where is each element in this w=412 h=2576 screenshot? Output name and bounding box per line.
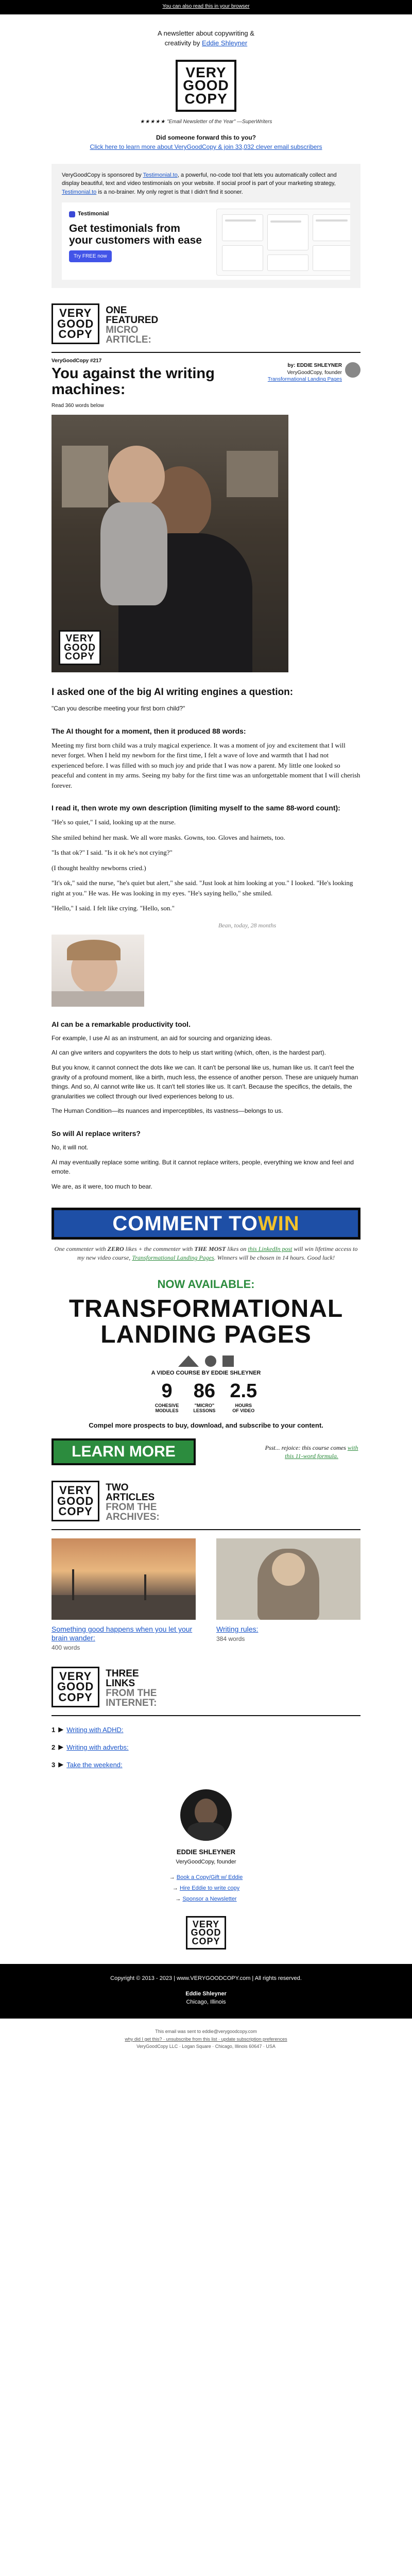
now-available: NOW AVAILABLE: [157, 1277, 255, 1291]
external-link[interactable]: Writing with ADHD: [66, 1725, 124, 1734]
contest-text-part: One commenter with [54, 1245, 108, 1253]
label-line: ARCHIVES: [106, 1512, 160, 1523]
signature-links [52, 1872, 360, 1905]
contest-text [52, 1245, 360, 1262]
logo-word: VERY [65, 633, 94, 645]
divider [52, 1529, 360, 1530]
ad-card [267, 214, 308, 250]
linkedin-post-link[interactable]: this LinkedIn post [248, 1245, 293, 1253]
paragraph: The Human Condition—its nuances and imperceptibles, its vastness—belongs to us. [52, 1107, 283, 1115]
ad-card [222, 214, 263, 241]
content-column [52, 14, 360, 1950]
banner-win-text: WIN [258, 1212, 300, 1235]
sponsor-text-part: is a no-brainer. My only regret is that I didn't find it sooner. [96, 189, 243, 195]
ad-screenshot [216, 209, 350, 276]
legal-footer [0, 2019, 412, 2062]
learn-more-row [52, 1438, 360, 1465]
stat-label-line: HOURS [235, 1402, 252, 1408]
logo-word: COPY [58, 1690, 93, 1704]
signature-link-row [52, 1883, 360, 1894]
arrow-icon: ▶ [58, 1743, 64, 1751]
ad-card [222, 245, 263, 271]
external-link[interactable]: Take the weekend: [66, 1760, 123, 1769]
paragraph: We are, as it were, too much to bear. [52, 1182, 152, 1190]
sponsor-text-part: VeryGoodCopy is sponsored by [62, 172, 143, 178]
heading-ai-answer: The AI thought for a moment, then it produced 88 words: [52, 726, 246, 735]
vgc-logo[interactable] [176, 60, 236, 112]
arrow-icon: → [172, 1885, 178, 1891]
stat-number: 2.5 [230, 1380, 258, 1402]
logo-word: GOOD [183, 77, 229, 94]
sponsor-ad[interactable] [62, 202, 350, 280]
archive-link[interactable]: Something good happens when you let your brain wander: [52, 1625, 193, 1642]
arrow-icon: ▶ [58, 1760, 64, 1769]
byline [268, 358, 360, 398]
contest-text-part: likes + the commenter with [124, 1245, 195, 1253]
byline-course-link[interactable]: Transformational Landing Pages [267, 377, 342, 383]
footer-city: Chicago, Illinois [186, 1999, 226, 2006]
sponsor-newsletter-link[interactable]: Sponsor a Newsletter [182, 1895, 237, 1902]
contest-course-link[interactable]: Transformational Landing Pages [132, 1254, 214, 1262]
legal-line: This email was sent to eddie@verygoodcopy.com [155, 2029, 257, 2035]
logo-word: COPY [58, 1504, 93, 1518]
logo-word: VERY [192, 1919, 220, 1929]
sponsor-box [52, 164, 360, 289]
book-call-link[interactable]: Book a Copy/Gift w/ Eddie [176, 1874, 243, 1881]
logo-word: VERY [59, 1670, 92, 1683]
ad-card [267, 255, 308, 271]
pier-sunset-image[interactable] [52, 1538, 196, 1620]
psst-text: Psst... rejoice: this course [265, 1444, 331, 1451]
course-shapes [52, 1355, 360, 1367]
vgc-logo-badge [59, 630, 101, 665]
section-label [106, 1667, 157, 1708]
ad-card [313, 245, 350, 271]
label-line: ARTICLES [106, 1492, 155, 1503]
signature-role: VeryGoodCopy, founder [176, 1859, 236, 1866]
toddler-photo [52, 935, 144, 1007]
issue-number: VeryGoodCopy #217 [52, 358, 102, 364]
link-number: 2 [52, 1743, 56, 1751]
label-line: LINKS [106, 1678, 135, 1689]
word-count: 400 words [52, 1644, 80, 1652]
arrow-icon: → [169, 1874, 175, 1881]
section-label [106, 1481, 160, 1522]
circle-icon [205, 1355, 216, 1367]
article-header [52, 358, 360, 398]
testimonial-logo-icon [69, 211, 75, 217]
course-promo [52, 1278, 360, 1465]
link-item [52, 1725, 360, 1734]
word-count: 384 words [216, 1635, 245, 1643]
label-line: MICRO [106, 325, 139, 336]
link-number: 3 [52, 1760, 56, 1769]
archive-item [216, 1538, 360, 1651]
logo-word: COPY [58, 327, 93, 341]
label-line: ARTICLE: [106, 334, 151, 346]
triangle-icon [178, 1355, 199, 1367]
header [52, 14, 360, 150]
stat-label [230, 1403, 257, 1414]
photo-logo-badge [59, 630, 101, 665]
label-line: TWO [106, 1482, 129, 1494]
label-line: INTERNET: [106, 1698, 157, 1709]
logo-word: COPY [192, 1936, 220, 1946]
stat-lessons [193, 1381, 215, 1414]
signature [52, 1789, 360, 1950]
square-icon [222, 1355, 234, 1367]
logo-word: VERY [185, 64, 227, 80]
contest-text-part: will win lifetime access to my new video course, [77, 1245, 358, 1262]
stat-label [193, 1403, 215, 1414]
legal-line: VeryGoodCopy LLC · Logan Square · Chicago, Illinois 60647 · USA [136, 2044, 276, 2049]
paragraph: But you know, it cannot connect the dots like we can. It can't be personal like us, human like us. It can't feel the gravity of a profound moment, like a birth, much less, the essence of another person. These are uniquely human things. And so, AI cannot write like us. It can't tell stories like us. It can't. Because the specifics, the details, the granularities we collect through our lived experiences belong to us. [52, 1064, 358, 1100]
newsletter-page [0, 14, 412, 2063]
course-subtitle: Compel more prospects to buy, download, and subscribe to your content. [89, 1421, 323, 1430]
formula-link[interactable]: with this 11-word formula. [285, 1444, 358, 1460]
contest-text-part: . Winners will be chosen in 14 hours. Good luck! [214, 1254, 335, 1262]
ad-card [313, 214, 350, 241]
tagline [52, 29, 360, 48]
archive-link[interactable]: Writing rules: [216, 1625, 259, 1634]
course-stats [52, 1381, 360, 1414]
lamp-post [144, 1574, 146, 1600]
links-section-header [52, 1667, 360, 1708]
wall-frame [227, 451, 278, 497]
stat-label-line: OF VIDEO [232, 1408, 255, 1414]
link-number: 1 [52, 1725, 56, 1734]
course-title-line: LANDING PAGES [100, 1321, 312, 1349]
sponsor-text [62, 171, 350, 197]
contest-text-part: likes on [226, 1245, 248, 1253]
stars-icon: ★★★★★ [140, 118, 166, 125]
logo-word: GOOD [191, 1927, 221, 1938]
photo-caption: Bean, today, 28 months [218, 921, 277, 929]
ad-brand-name: Testimonial [78, 211, 109, 217]
wall-frame [62, 446, 108, 507]
top-bar [0, 0, 412, 14]
ad-title: Get testimonials from your customers with ease [69, 222, 202, 247]
stat-modules [155, 1381, 179, 1414]
child-body [100, 502, 167, 605]
author-avatar [345, 362, 360, 378]
copyright: Copyright © 2013 - 2023 | www.VERYGOODCOPY.com | All rights reserved. [110, 1975, 302, 1982]
stat-label-line: "MICRO" [194, 1402, 215, 1408]
stat-number: 86 [193, 1380, 215, 1402]
byline-role: VeryGoodCopy, founder [287, 369, 342, 376]
award-quote [52, 119, 360, 125]
signature-link-row [52, 1872, 360, 1883]
logo-word: GOOD [57, 317, 94, 330]
child-head [108, 446, 165, 507]
section-label [106, 303, 158, 345]
vgc-logo-small [52, 303, 99, 344]
article-title: You against the writing machines: [52, 365, 215, 398]
logo-word: GOOD [64, 642, 96, 653]
arrow-icon: ▶ [58, 1725, 64, 1734]
paragraph: "Hello," I said. I felt like crying. "Hello, son." [52, 904, 175, 912]
logo-word: COPY [65, 651, 95, 662]
divider [52, 1715, 360, 1716]
unsubscribe-link[interactable]: why did I get this? · unsubscribe from this list · update subscription preferences [125, 2036, 287, 2042]
heading-productivity: AI can be a remarkable productivity tool. [52, 1020, 191, 1028]
avatar-face [195, 1799, 217, 1825]
label-line: FEATURED [106, 315, 159, 326]
logo-word: COPY [184, 91, 228, 107]
archive-list [52, 1538, 360, 1651]
read-in-browser-link[interactable]: You can also read this in your browser [162, 4, 250, 9]
ad-line [270, 221, 301, 223]
stat-label-line: COHESIVE [154, 1402, 179, 1408]
logo-word: GOOD [57, 1680, 94, 1693]
featured-section-header [52, 303, 360, 345]
ad-line [316, 219, 348, 222]
tagline-line-2: creativity by [164, 39, 202, 47]
forward-question: Did someone forward this to you? [156, 133, 256, 141]
external-link[interactable]: Writing with adverbs: [66, 1743, 129, 1751]
heading-asked-ai: I asked one of the big AI writing engines a question: [52, 687, 294, 698]
divider [52, 352, 360, 353]
stat-video [230, 1381, 257, 1414]
link-item [52, 1760, 360, 1769]
psst-note [263, 1444, 360, 1461]
avatar-shirt [187, 1822, 225, 1841]
label-line: THREE [106, 1668, 139, 1680]
vgc-logo-small [52, 1667, 99, 1707]
paragraph: (I thought healthy newborns cried.) [52, 863, 146, 872]
learn-more-button[interactable]: LEARN MORE [52, 1438, 196, 1465]
face-shape [272, 1553, 305, 1586]
lamp-post [72, 1569, 74, 1600]
paragraph: She smiled behind her mask. We all wore masks. Gowns, too. Gloves and hairnets, too. [52, 833, 285, 841]
archives-section-header [52, 1481, 360, 1522]
paragraph: For example, I use AI as an instrument, an aid for sourcing and organizing ideas. [52, 1034, 272, 1042]
paragraph: AI may eventually replace some writing. But it cannot replace writers, people, everything we know and feel and emote. [52, 1158, 354, 1176]
signature-link-row [52, 1894, 360, 1905]
vgc-logo-small [52, 1481, 99, 1521]
heading-my-answer: I read it, then wrote my own description (limiting myself to the same 88-word count): [52, 804, 340, 812]
stat-label-line: LESSONS [193, 1408, 216, 1414]
author-link[interactable]: Eddie Shleyner [202, 39, 248, 47]
sponsor-link-2[interactable]: Testimonial.to [62, 189, 97, 195]
sponsor-text-part: , a powerful, no-code tool that lets you automatically collect and display beautiful, text and video testimonials on your website. If social proof is part of your marketing strategy, [62, 172, 337, 187]
ad-line [225, 219, 256, 222]
subscribe-link[interactable]: Click here to learn more about VeryGoodCopy & join 33,032 clever email subscribers [90, 143, 322, 150]
paragraph: "He's so quiet," I said, looking up at the nurse. [52, 818, 176, 826]
arrow-icon: → [175, 1895, 181, 1902]
label-line: ONE [106, 305, 127, 316]
external-links [52, 1725, 360, 1769]
logo-word: GOOD [57, 1494, 94, 1507]
vgc-logo-footer[interactable] [186, 1916, 226, 1950]
question-text: "Can you describe meeting your first born child?" [52, 705, 185, 713]
heading-replace: So will AI replace writers? [52, 1129, 141, 1138]
link-item [52, 1743, 360, 1751]
toddler-hair [67, 940, 121, 960]
archive-item [52, 1538, 196, 1651]
paragraph: "It's ok," said the nurse, "he's quiet but alert," she said. "Just look at him looking at you." I looked. "He's looking right at you." He was. He was looking in my eyes. "He's saying hello," she smiled. [52, 879, 353, 897]
signature-name: EDDIE SHLEYNER [176, 1848, 236, 1856]
footer [0, 1964, 412, 2019]
toddler-shirt [52, 991, 144, 1007]
paragraph: "Is that ok?" I said. "Is it ok he's not crying?" [52, 849, 173, 857]
course-author: A VIDEO COURSE BY EDDIE SHLEYNER [151, 1369, 261, 1376]
father-son-photo [52, 415, 288, 672]
stat-label-line: MODULES [155, 1408, 179, 1414]
ai-answer-text: Meeting my first born child was a truly magical experience. It was a moment of joy and excitement that I will never forget. When I held my newborn for the first time, I felt a wave of love and warmth that I had not experienced before. I was filled with so much joy and pride that I was now a parent. My little one looked so peaceful and content in my arms. Seeing my baby for the first time was an unforgettable moment that I will cherish forever. [52, 741, 360, 789]
psst-text: comes [330, 1444, 346, 1451]
my-answer [52, 817, 360, 913]
eddie-avatar [180, 1789, 232, 1841]
paragraph: AI can give writers and copywriters the dots to help us start writing (which, often, is the hardest part). [52, 1049, 326, 1057]
comment-to-win-banner[interactable] [52, 1208, 360, 1240]
hire-link[interactable]: Hire Eddie to write copy [179, 1885, 240, 1891]
read-time: Read 360 words below [52, 403, 104, 409]
sponsor-link[interactable]: Testimonial.to [143, 172, 178, 178]
byline-name: by: EDDIE SHLEYNER [287, 363, 342, 369]
contest-most: THE MOST [194, 1245, 226, 1253]
contest-zero: ZERO [107, 1245, 124, 1253]
label-line: FROM THE [106, 1502, 157, 1513]
paragraph: No, it will not. [52, 1144, 89, 1151]
ad-brand [69, 210, 203, 218]
course-title [52, 1296, 360, 1348]
label-line: FROM THE [106, 1688, 157, 1699]
course-title-line: TRANSFORMATIONAL [68, 1295, 344, 1323]
ad-try-button[interactable]: Try FREE now [69, 250, 112, 262]
stat-label [155, 1403, 179, 1414]
footer-name: Eddie Shleyner [185, 1991, 227, 1997]
tagline-line-1: A newsletter about copywriting & [158, 29, 254, 37]
stat-number: 9 [161, 1380, 173, 1402]
logo-word: VERY [59, 307, 92, 320]
banner-text: COMMENT TO [112, 1212, 258, 1235]
quote-text: "Email Newsletter of the Year" —SuperWriters [167, 118, 272, 125]
logo-word: VERY [59, 1484, 92, 1497]
writing-rules-image[interactable] [216, 1538, 360, 1620]
